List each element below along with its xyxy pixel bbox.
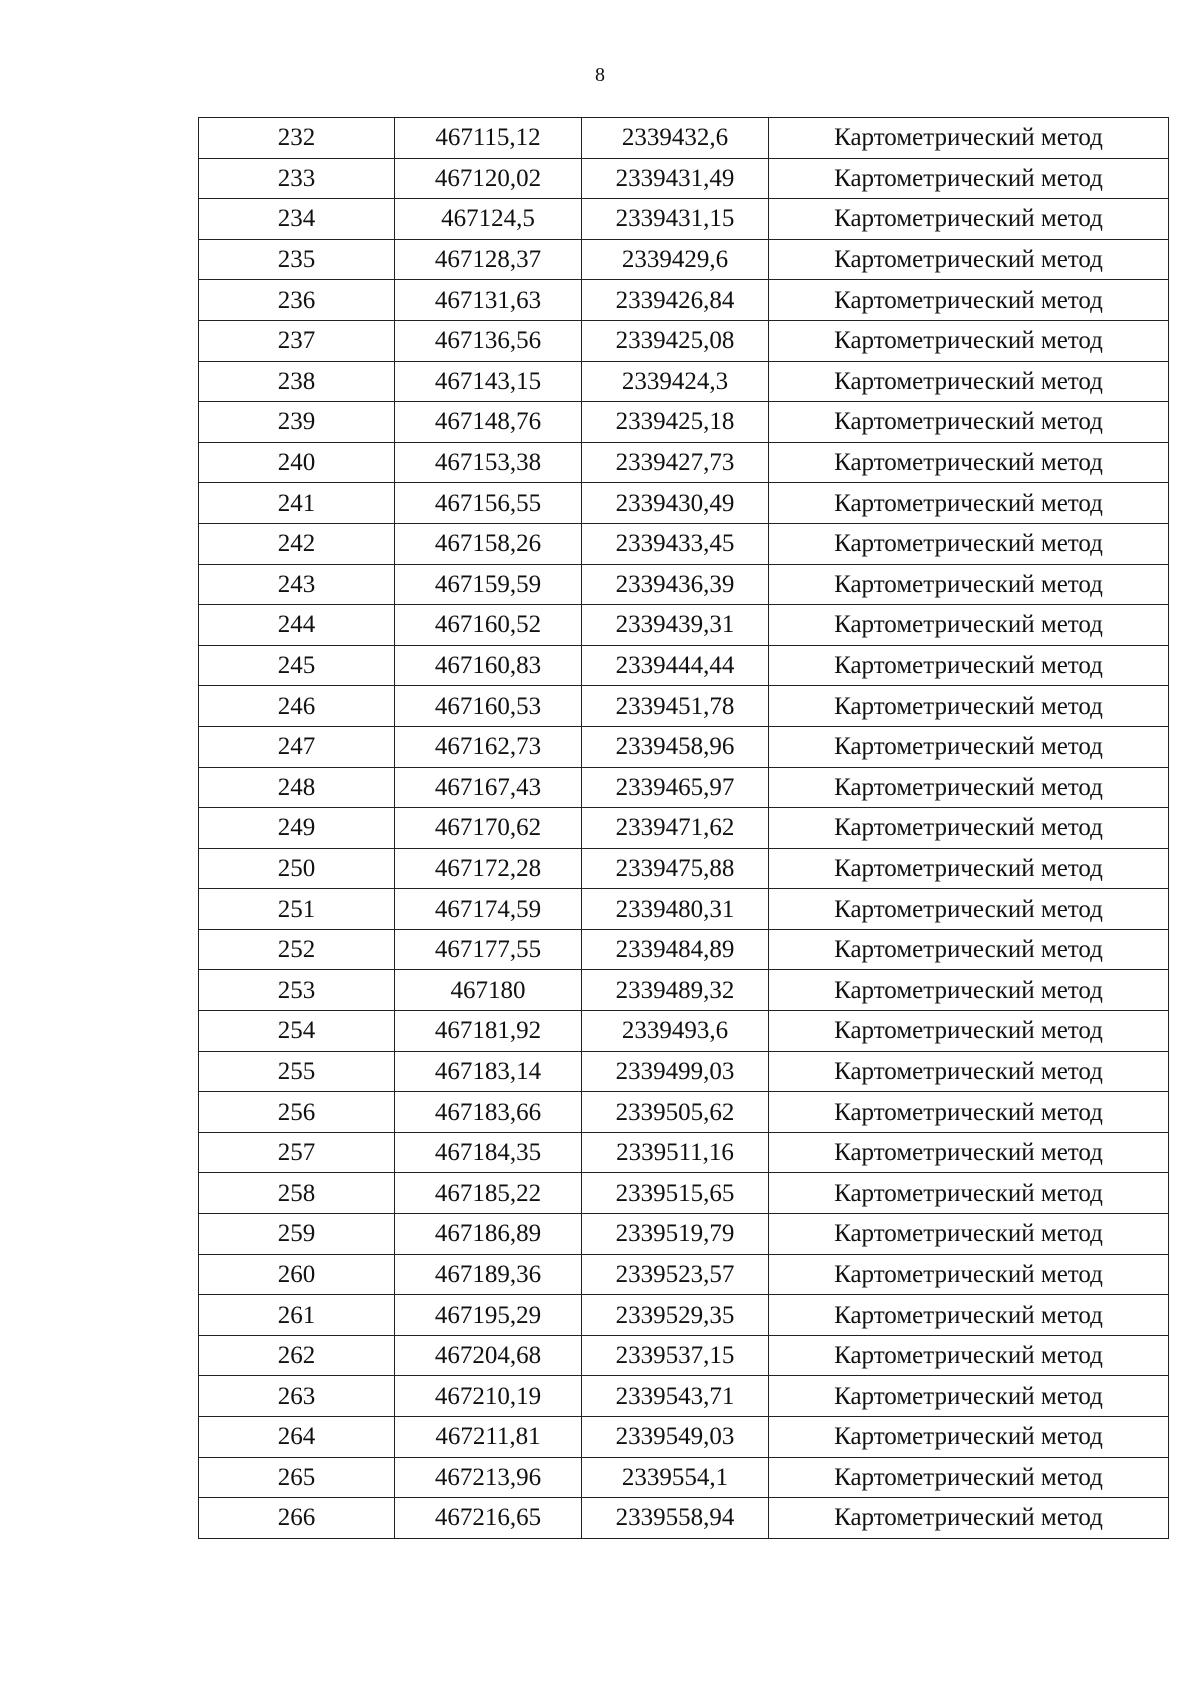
y-coordinate-cell: 2339489,32 <box>582 970 769 1011</box>
method-cell: Картометрический метод <box>769 605 1169 646</box>
y-coordinate-cell: 2339444,44 <box>582 645 769 686</box>
y-coordinate-cell: 2339543,71 <box>582 1376 769 1417</box>
y-coordinate-cell: 2339519,79 <box>582 1214 769 1255</box>
method-cell: Картометрический метод <box>769 686 1169 727</box>
method-cell: Картометрический метод <box>769 848 1169 889</box>
x-coordinate-cell: 467213,96 <box>395 1457 582 1498</box>
x-coordinate-cell: 467177,55 <box>395 929 582 970</box>
point-number-cell: 245 <box>199 645 395 686</box>
x-coordinate-cell: 467128,37 <box>395 239 582 280</box>
point-number-cell: 255 <box>199 1051 395 1092</box>
method-cell: Картометрический метод <box>769 645 1169 686</box>
table-row <box>199 280 1169 321</box>
coordinates-table <box>198 117 1169 1539</box>
y-coordinate-cell: 2339432,6 <box>582 118 769 159</box>
method-cell: Картометрический метод <box>769 1214 1169 1255</box>
y-coordinate-cell: 2339484,89 <box>582 929 769 970</box>
table-row <box>199 1295 1169 1336</box>
method-cell: Картометрический метод <box>769 726 1169 767</box>
y-coordinate-cell: 2339431,15 <box>582 199 769 240</box>
y-coordinate-cell: 2339480,31 <box>582 889 769 930</box>
method-cell: Картометрический метод <box>769 158 1169 199</box>
x-coordinate-cell: 467124,5 <box>395 199 582 240</box>
y-coordinate-cell: 2339529,35 <box>582 1295 769 1336</box>
point-number-cell: 236 <box>199 280 395 321</box>
point-number-cell: 251 <box>199 889 395 930</box>
method-cell: Картометрический метод <box>769 889 1169 930</box>
y-coordinate-cell: 2339515,65 <box>582 1173 769 1214</box>
table-row <box>199 402 1169 443</box>
method-cell: Картометрический метод <box>769 1092 1169 1133</box>
table-row <box>199 320 1169 361</box>
point-number-cell: 240 <box>199 442 395 483</box>
x-coordinate-cell: 467195,29 <box>395 1295 582 1336</box>
y-coordinate-cell: 2339425,08 <box>582 320 769 361</box>
point-number-cell: 247 <box>199 726 395 767</box>
method-cell: Картометрический метод <box>769 280 1169 321</box>
x-coordinate-cell: 467148,76 <box>395 402 582 443</box>
y-coordinate-cell: 2339426,84 <box>582 280 769 321</box>
x-coordinate-cell: 467204,68 <box>395 1335 582 1376</box>
method-cell: Картометрический метод <box>769 442 1169 483</box>
method-cell: Картометрический метод <box>769 1335 1169 1376</box>
point-number-cell: 232 <box>199 118 395 159</box>
y-coordinate-cell: 2339451,78 <box>582 686 769 727</box>
method-cell: Картометрический метод <box>769 1051 1169 1092</box>
x-coordinate-cell: 467160,53 <box>395 686 582 727</box>
method-cell: Картометрический метод <box>769 767 1169 808</box>
method-cell: Картометрический метод <box>769 483 1169 524</box>
x-coordinate-cell: 467174,59 <box>395 889 582 930</box>
table-row <box>199 889 1169 930</box>
method-cell: Картометрический метод <box>769 523 1169 564</box>
method-cell: Картометрический метод <box>769 970 1169 1011</box>
y-coordinate-cell: 2339558,94 <box>582 1498 769 1539</box>
method-cell: Картометрический метод <box>769 1011 1169 1052</box>
x-coordinate-cell: 467131,63 <box>395 280 582 321</box>
table-row <box>199 808 1169 849</box>
table-row <box>199 970 1169 1011</box>
table-row <box>199 1376 1169 1417</box>
y-coordinate-cell: 2339465,97 <box>582 767 769 808</box>
point-number-cell: 256 <box>199 1092 395 1133</box>
y-coordinate-cell: 2339505,62 <box>582 1092 769 1133</box>
table-row <box>199 1011 1169 1052</box>
point-number-cell: 246 <box>199 686 395 727</box>
x-coordinate-cell: 467162,73 <box>395 726 582 767</box>
point-number-cell: 233 <box>199 158 395 199</box>
table-row <box>199 239 1169 280</box>
table-row <box>199 605 1169 646</box>
method-cell: Картометрический метод <box>769 320 1169 361</box>
method-cell: Картометрический метод <box>769 929 1169 970</box>
x-coordinate-cell: 467158,26 <box>395 523 582 564</box>
table-row <box>199 199 1169 240</box>
point-number-cell: 266 <box>199 1498 395 1539</box>
y-coordinate-cell: 2339523,57 <box>582 1254 769 1295</box>
y-coordinate-cell: 2339427,73 <box>582 442 769 483</box>
x-coordinate-cell: 467189,36 <box>395 1254 582 1295</box>
table-row <box>199 1457 1169 1498</box>
point-number-cell: 253 <box>199 970 395 1011</box>
table-row <box>199 118 1169 159</box>
y-coordinate-cell: 2339537,15 <box>582 1335 769 1376</box>
method-cell: Картометрический метод <box>769 1457 1169 1498</box>
x-coordinate-cell: 467115,12 <box>395 118 582 159</box>
point-number-cell: 252 <box>199 929 395 970</box>
table-row <box>199 564 1169 605</box>
method-cell: Картометрический метод <box>769 402 1169 443</box>
method-cell: Картометрический метод <box>769 118 1169 159</box>
y-coordinate-cell: 2339475,88 <box>582 848 769 889</box>
point-number-cell: 237 <box>199 320 395 361</box>
y-coordinate-cell: 2339511,16 <box>582 1132 769 1173</box>
x-coordinate-cell: 467136,56 <box>395 320 582 361</box>
table-row <box>199 158 1169 199</box>
x-coordinate-cell: 467170,62 <box>395 808 582 849</box>
y-coordinate-cell: 2339439,31 <box>582 605 769 646</box>
point-number-cell: 243 <box>199 564 395 605</box>
table-row <box>199 1132 1169 1173</box>
page-number: 8 <box>595 64 605 86</box>
point-number-cell: 257 <box>199 1132 395 1173</box>
point-number-cell: 244 <box>199 605 395 646</box>
point-number-cell: 239 <box>199 402 395 443</box>
y-coordinate-cell: 2339554,1 <box>582 1457 769 1498</box>
x-coordinate-cell: 467185,22 <box>395 1173 582 1214</box>
x-coordinate-cell: 467216,65 <box>395 1498 582 1539</box>
y-coordinate-cell: 2339549,03 <box>582 1417 769 1458</box>
table-row <box>199 1254 1169 1295</box>
point-number-cell: 260 <box>199 1254 395 1295</box>
table-row <box>199 1092 1169 1133</box>
method-cell: Картометрический метод <box>769 564 1169 605</box>
y-coordinate-cell: 2339424,3 <box>582 361 769 402</box>
method-cell: Картометрический метод <box>769 361 1169 402</box>
point-number-cell: 249 <box>199 808 395 849</box>
y-coordinate-cell: 2339458,96 <box>582 726 769 767</box>
x-coordinate-cell: 467153,38 <box>395 442 582 483</box>
x-coordinate-cell: 467183,14 <box>395 1051 582 1092</box>
table-row <box>199 483 1169 524</box>
x-coordinate-cell: 467120,02 <box>395 158 582 199</box>
x-coordinate-cell: 467160,83 <box>395 645 582 686</box>
table-row <box>199 1214 1169 1255</box>
y-coordinate-cell: 2339431,49 <box>582 158 769 199</box>
method-cell: Картометрический метод <box>769 1254 1169 1295</box>
point-number-cell: 265 <box>199 1457 395 1498</box>
table-row <box>199 645 1169 686</box>
coordinates-table-body <box>199 118 1169 1539</box>
x-coordinate-cell: 467160,52 <box>395 605 582 646</box>
table-row <box>199 767 1169 808</box>
table-row <box>199 361 1169 402</box>
point-number-cell: 264 <box>199 1417 395 1458</box>
x-coordinate-cell: 467184,35 <box>395 1132 582 1173</box>
point-number-cell: 262 <box>199 1335 395 1376</box>
y-coordinate-cell: 2339429,6 <box>582 239 769 280</box>
table-row <box>199 1051 1169 1092</box>
table-row <box>199 848 1169 889</box>
x-coordinate-cell: 467183,66 <box>395 1092 582 1133</box>
method-cell: Картометрический метод <box>769 1417 1169 1458</box>
method-cell: Картометрический метод <box>769 1132 1169 1173</box>
y-coordinate-cell: 2339436,39 <box>582 564 769 605</box>
table-row <box>199 442 1169 483</box>
point-number-cell: 261 <box>199 1295 395 1336</box>
x-coordinate-cell: 467181,92 <box>395 1011 582 1052</box>
point-number-cell: 241 <box>199 483 395 524</box>
x-coordinate-cell: 467180 <box>395 970 582 1011</box>
table-row <box>199 929 1169 970</box>
method-cell: Картометрический метод <box>769 1498 1169 1539</box>
y-coordinate-cell: 2339433,45 <box>582 523 769 564</box>
table-row <box>199 1173 1169 1214</box>
x-coordinate-cell: 467211,81 <box>395 1417 582 1458</box>
point-number-cell: 250 <box>199 848 395 889</box>
y-coordinate-cell: 2339430,49 <box>582 483 769 524</box>
method-cell: Картометрический метод <box>769 239 1169 280</box>
point-number-cell: 235 <box>199 239 395 280</box>
x-coordinate-cell: 467210,19 <box>395 1376 582 1417</box>
method-cell: Картометрический метод <box>769 808 1169 849</box>
table-row <box>199 726 1169 767</box>
table-row <box>199 523 1169 564</box>
x-coordinate-cell: 467167,43 <box>395 767 582 808</box>
y-coordinate-cell: 2339499,03 <box>582 1051 769 1092</box>
method-cell: Картометрический метод <box>769 1173 1169 1214</box>
point-number-cell: 263 <box>199 1376 395 1417</box>
table-row <box>199 1417 1169 1458</box>
point-number-cell: 234 <box>199 199 395 240</box>
point-number-cell: 254 <box>199 1011 395 1052</box>
y-coordinate-cell: 2339471,62 <box>582 808 769 849</box>
x-coordinate-cell: 467186,89 <box>395 1214 582 1255</box>
x-coordinate-cell: 467172,28 <box>395 848 582 889</box>
point-number-cell: 258 <box>199 1173 395 1214</box>
point-number-cell: 248 <box>199 767 395 808</box>
point-number-cell: 242 <box>199 523 395 564</box>
method-cell: Картометрический метод <box>769 1376 1169 1417</box>
y-coordinate-cell: 2339425,18 <box>582 402 769 443</box>
table-row <box>199 1335 1169 1376</box>
y-coordinate-cell: 2339493,6 <box>582 1011 769 1052</box>
method-cell: Картометрический метод <box>769 199 1169 240</box>
x-coordinate-cell: 467156,55 <box>395 483 582 524</box>
table-row <box>199 686 1169 727</box>
table-row <box>199 1498 1169 1539</box>
point-number-cell: 238 <box>199 361 395 402</box>
x-coordinate-cell: 467143,15 <box>395 361 582 402</box>
x-coordinate-cell: 467159,59 <box>395 564 582 605</box>
method-cell: Картометрический метод <box>769 1295 1169 1336</box>
point-number-cell: 259 <box>199 1214 395 1255</box>
